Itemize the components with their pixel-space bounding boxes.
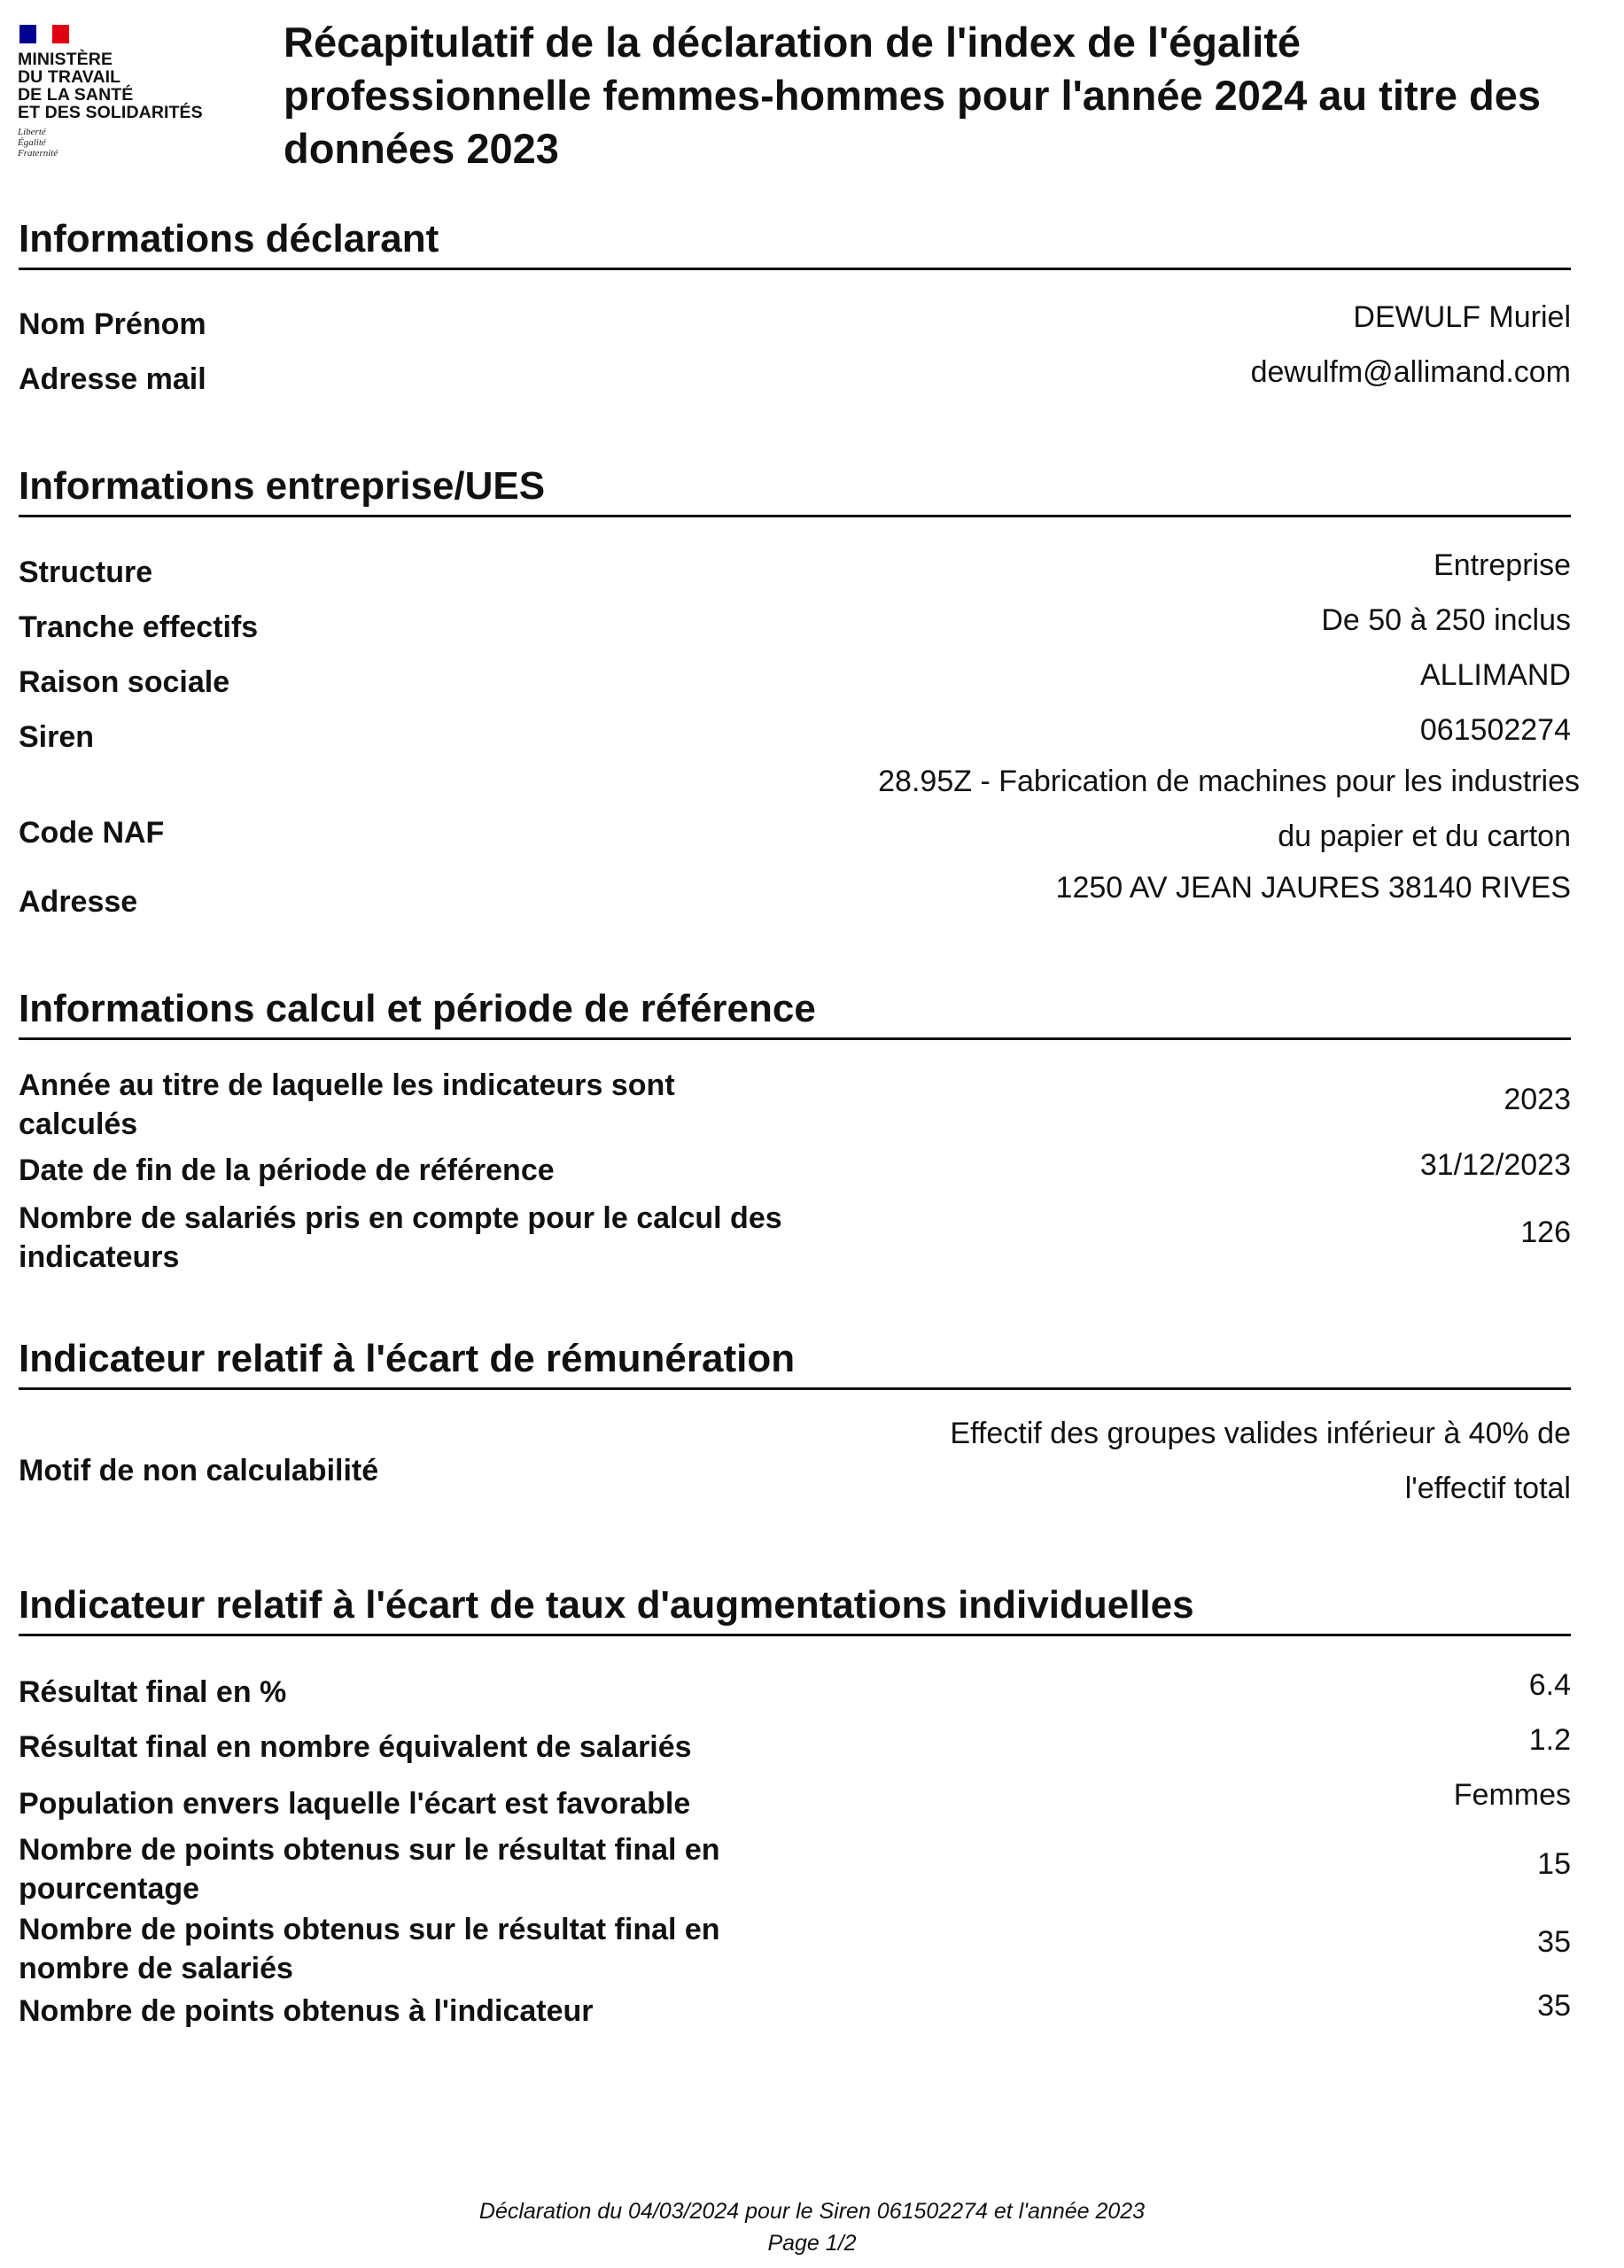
- field-label: Siren: [19, 720, 95, 754]
- field-label: Résultat final en nombre équivalent de salariés: [19, 1730, 692, 1764]
- field-value: dewulfm@allimand.com: [1250, 355, 1571, 389]
- field-value: 1.2: [1528, 1723, 1571, 1757]
- augmentations-rows: [19, 1662, 1571, 2043]
- field-label: Code NAF: [19, 816, 165, 850]
- motto-line: Égalité: [18, 137, 46, 148]
- section-calcul: [19, 986, 1571, 1040]
- section-heading: Indicateur relatif à l'écart de taux d'augmentations individuelles: [19, 1582, 1571, 1636]
- field-value: 15: [1537, 1847, 1571, 1881]
- field-label: Tranche effectifs: [19, 610, 259, 644]
- ministry-line: DE LA SANTÉ: [18, 85, 134, 105]
- field-label: Résultat final en %: [19, 1675, 287, 1709]
- field-value-line1: 28.95Z - Fabrication de machines pour les industries: [878, 765, 1580, 798]
- section-heading: Informations calcul et période de référence: [19, 986, 1571, 1040]
- field-value: Femmes: [1453, 1778, 1571, 1812]
- field-label: Motif de non calculabilité: [19, 1454, 379, 1487]
- field-value: DEWULF Muriel: [1353, 300, 1571, 334]
- page-footer: [0, 2195, 1624, 2259]
- motto-line: Fraternité: [18, 148, 58, 159]
- section-heading: Informations déclarant: [19, 216, 1571, 270]
- field-value: 31/12/2023: [1419, 1148, 1571, 1182]
- remuneration-rows: [19, 1414, 1571, 1529]
- field-value: ALLIMAND: [1419, 658, 1571, 692]
- field-label: Structure: [19, 555, 153, 589]
- section-entreprise: [19, 463, 1571, 517]
- declarant-rows: [19, 292, 1571, 408]
- field-value: 6.4: [1528, 1668, 1571, 1702]
- entreprise-rows: [19, 542, 1580, 932]
- field-value-line2: l'effectif total: [1404, 1472, 1571, 1505]
- field-label: Nombre de points obtenus sur le résultat final en pourcentage: [19, 1833, 720, 1906]
- ministry-line: DU TRAVAIL: [18, 67, 121, 87]
- field-label: Nombre de points obtenus à l'indicateur: [19, 1994, 594, 2028]
- page-header: [0, 0, 1624, 204]
- motto-line: Liberté: [18, 127, 46, 137]
- ministry-line: MINISTÈRE: [18, 50, 113, 69]
- ministry-line: ET DES SOLIDARITÉS: [18, 103, 203, 122]
- section-augmentations: [19, 1582, 1571, 1636]
- field-value: 1250 AV JEAN JAURES 38140 RIVES: [1055, 871, 1571, 905]
- section-heading: Informations entreprise/UES: [19, 463, 1571, 517]
- ministry-logo: [18, 25, 230, 159]
- field-value: 126: [1520, 1216, 1571, 1249]
- field-label: Adresse: [19, 885, 138, 919]
- french-flag-icon: [19, 25, 69, 43]
- field-value: Entreprise: [1434, 548, 1571, 582]
- footer-page-number: Page 1/2: [767, 2231, 857, 2256]
- field-value: 061502274: [1419, 713, 1571, 747]
- field-value: 35: [1537, 1925, 1571, 1959]
- field-label: Année au titre de laquelle les indicateurs sont calculés: [19, 1068, 675, 1141]
- field-label: Nombre de salariés pris en compte pour le calcul des indicateurs: [19, 1201, 782, 1274]
- section-declarant: [19, 216, 1571, 270]
- ministry-name: [18, 50, 230, 121]
- field-value-line1: Effectif des groupes valides inférieur à 40% de: [950, 1417, 1571, 1450]
- field-label: Nombre de points obtenus sur le résultat final en nombre de salariés: [19, 1913, 720, 1985]
- field-value-line2: du papier et du carton: [1278, 819, 1571, 853]
- field-label: Adresse mail: [19, 362, 206, 396]
- field-value: De 50 à 250 inclus: [1321, 603, 1571, 637]
- field-label: Population envers laquelle l'écart est favorable: [19, 1787, 691, 1821]
- field-value: 35: [1537, 1989, 1571, 2023]
- field-value: 2023: [1504, 1083, 1571, 1116]
- document-title: Récapitulatif de la déclaration de l'index de l'égalité professionnelle femmes-hommes pour l'année 2024 au titre des données 2023: [284, 19, 1542, 172]
- field-label: Nom Prénom: [19, 307, 206, 341]
- footer-declaration: Déclaration du 04/03/2024 pour le Siren 061502274 et l'année 2023: [478, 2199, 1146, 2224]
- republic-motto: [18, 127, 230, 159]
- section-remuneration: [19, 1336, 1571, 1390]
- calcul-rows: [19, 1066, 1571, 1287]
- section-heading: Indicateur relatif à l'écart de rémunération: [19, 1336, 1571, 1390]
- field-label: Date de fin de la période de référence: [19, 1153, 555, 1187]
- field-label: Raison sociale: [19, 665, 230, 699]
